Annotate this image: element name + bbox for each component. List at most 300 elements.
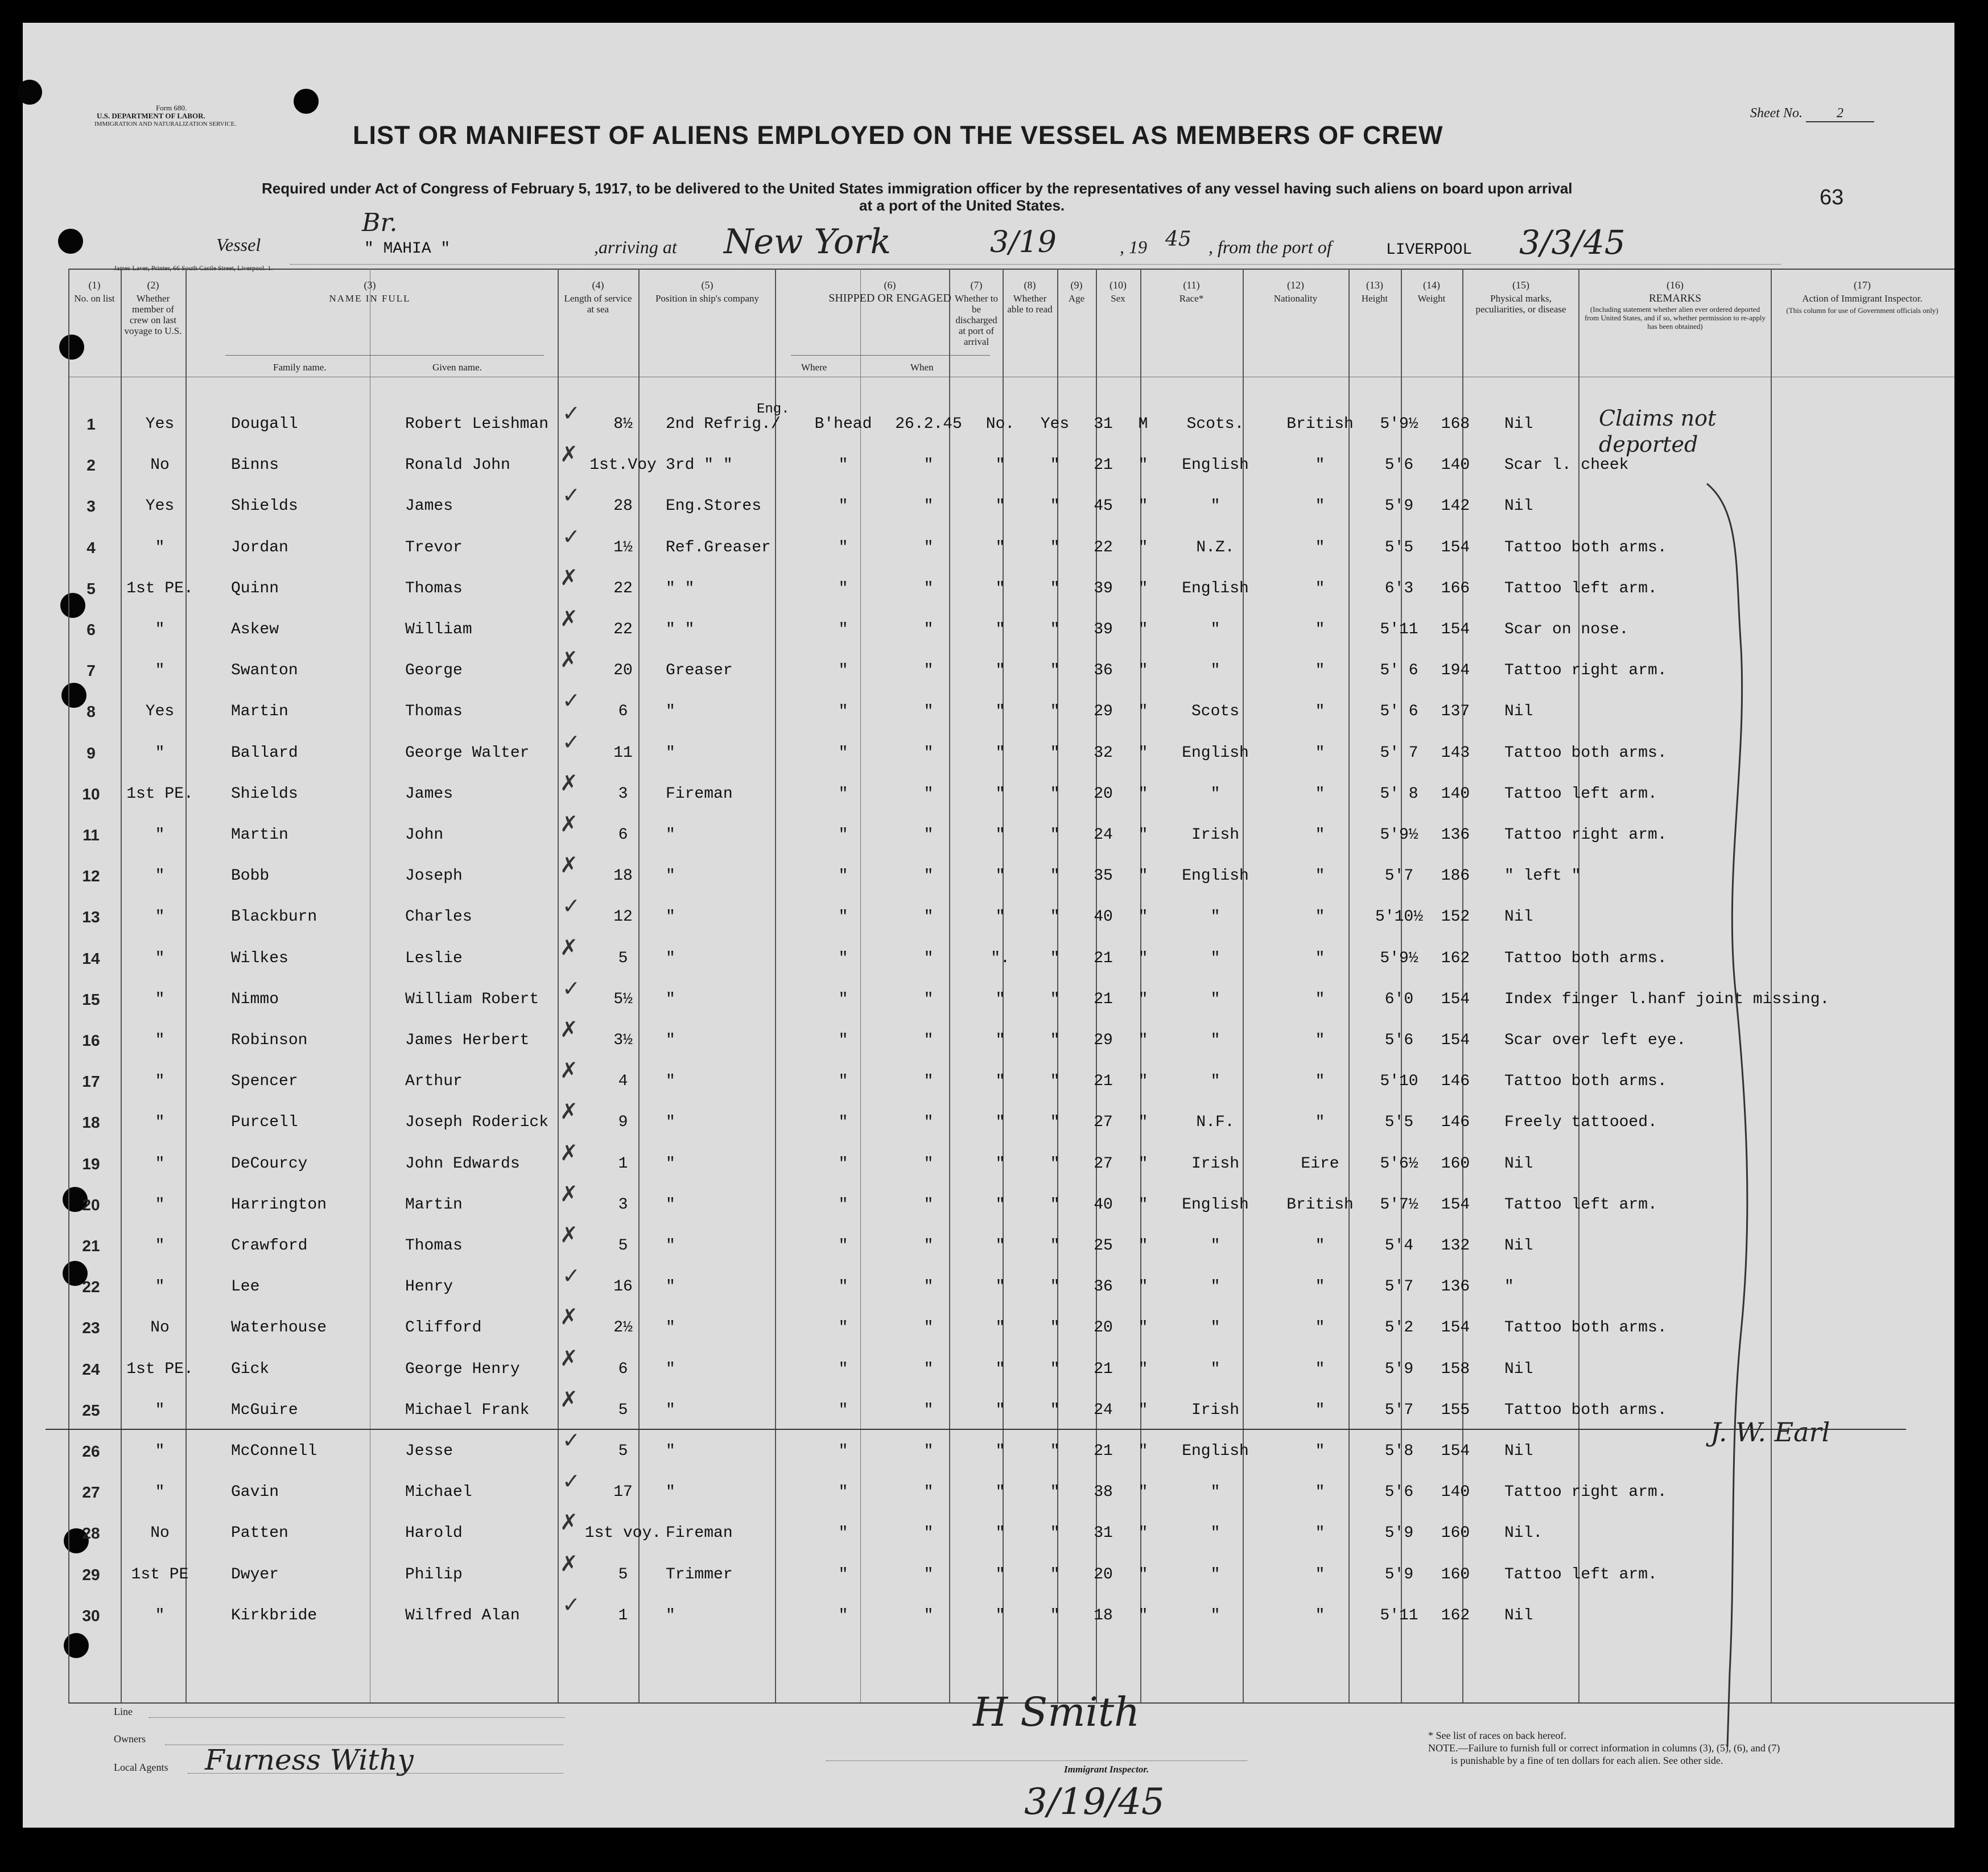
cell-position: "	[666, 867, 675, 885]
cell-discharged: "	[995, 826, 1005, 844]
cell-sex: "	[1138, 662, 1148, 679]
cell-sex: "	[1138, 456, 1148, 474]
col-header-position: (5) Position in ship's company	[655, 279, 760, 304]
cell-height: 5'10	[1380, 1073, 1418, 1090]
cell-position: "	[666, 1607, 675, 1624]
cell-race: Irish	[1191, 826, 1239, 844]
cell-row-number: 17	[82, 1073, 100, 1090]
cell-given-name: Charles	[405, 908, 472, 926]
cell-weight: 194	[1441, 662, 1470, 679]
cell-shipped-where: "	[838, 744, 848, 762]
cell-physical-marks: Tattoo left arm.	[1504, 1566, 1657, 1584]
cell-discharged: "	[995, 1566, 1005, 1584]
cell-shipped-when: "	[923, 1073, 934, 1090]
cell-race: "	[1210, 1524, 1220, 1542]
col-header-no: (1) No. on list	[74, 279, 115, 304]
cell-height: 5'8	[1384, 1442, 1414, 1460]
name-subrule	[225, 355, 544, 356]
cell-last-voyage: 1st PE.	[126, 785, 193, 803]
col-header-age: (9) Age	[1068, 279, 1085, 304]
cell-age: 31	[1094, 415, 1113, 433]
cell-nationality: Eire	[1301, 1155, 1339, 1173]
cell-able-to-read: "	[1050, 539, 1060, 556]
cell-age: 21	[1094, 991, 1113, 1008]
table-row	[23, 1017, 1954, 1061]
cell-race: Irish	[1191, 1401, 1239, 1419]
cell-weight: 143	[1441, 744, 1470, 762]
cell-given-name: Thomas	[405, 1237, 463, 1255]
footer-agents-label: Local Agents	[114, 1762, 168, 1773]
table-row	[23, 647, 1954, 691]
cell-shipped-when: 26.2.45	[895, 415, 962, 433]
cell-race: Irish	[1191, 1155, 1239, 1173]
cell-family-name: Purcell	[231, 1114, 298, 1131]
cell-position: 3rd " "	[666, 456, 733, 474]
cell-given-name: Jesse	[405, 1442, 453, 1460]
arriving-label: ,arriving at	[594, 237, 677, 257]
col-header-remarks: (16) REMARKS (Including statement whether alien ever ordered deported from United States, and if so, whether permission to re-apply has been obtained)	[1584, 279, 1766, 331]
cell-family-name: McGuire	[231, 1401, 298, 1419]
cell-family-name: Shields	[231, 785, 298, 803]
cell-row-number: 8	[86, 703, 96, 720]
cell-race: English	[1182, 456, 1249, 474]
cell-able-to-read: "	[1050, 1360, 1060, 1378]
cell-able-to-read: "	[1050, 1237, 1060, 1255]
cell-service-length: 18	[613, 867, 633, 885]
cell-last-voyage: "	[155, 1401, 165, 1419]
table-row	[23, 1346, 1954, 1390]
cell-race: "	[1210, 991, 1220, 1008]
cell-row-number: 29	[82, 1566, 100, 1584]
cell-age: 35	[1094, 867, 1113, 885]
tally-mark: ✗	[560, 852, 578, 877]
cell-age: 21	[1094, 456, 1113, 474]
cell-height: 5'5	[1384, 1114, 1414, 1131]
cell-shipped-where: "	[838, 1278, 848, 1296]
cell-row-number: 2	[86, 456, 96, 474]
cell-row-number: 28	[82, 1524, 100, 1542]
cell-nationality: "	[1315, 785, 1325, 803]
cell-discharged: "	[995, 1442, 1005, 1460]
cell-able-to-read: "	[1050, 497, 1060, 515]
cell-height: 5'9	[1384, 1566, 1414, 1584]
cell-weight: 136	[1441, 1278, 1470, 1296]
cell-family-name: Harrington	[231, 1196, 327, 1214]
cell-family-name: Dougall	[231, 415, 298, 433]
cell-row-number: 26	[82, 1442, 100, 1460]
cell-shipped-when: "	[923, 1319, 934, 1337]
cell-weight: 154	[1441, 1442, 1470, 1460]
tally-mark: ✓	[562, 729, 580, 754]
cell-discharged: "	[995, 1073, 1005, 1090]
cell-height: 5'6	[1384, 456, 1414, 474]
cell-family-name: Robinson	[231, 1032, 308, 1049]
cell-height: 5'6	[1384, 1032, 1414, 1049]
cell-height: 5'5	[1384, 539, 1414, 556]
col-header-read: (8) Whether able to read	[1007, 279, 1053, 315]
cell-age: 32	[1094, 744, 1113, 762]
cell-able-to-read: "	[1050, 1319, 1060, 1337]
cell-weight: 186	[1441, 867, 1470, 885]
cell-physical-marks: Tattoo right arm.	[1504, 662, 1667, 679]
footer-owners-label: Owners	[114, 1733, 146, 1745]
cell-shipped-where: "	[838, 621, 848, 638]
tally-mark: ✓	[562, 483, 580, 508]
cell-discharged: "	[995, 1607, 1005, 1624]
cell-last-voyage: "	[155, 1607, 165, 1624]
cell-able-to-read: "	[1050, 991, 1060, 1008]
punch-hole	[17, 80, 42, 105]
cell-discharged: "	[995, 867, 1005, 885]
cell-row-number: 4	[86, 539, 96, 556]
cell-race: "	[1210, 1483, 1220, 1501]
cell-last-voyage: No	[150, 1319, 170, 1337]
cell-height: 5'10½	[1375, 908, 1423, 926]
cell-physical-marks: Freely tattooed.	[1504, 1114, 1657, 1131]
cell-weight: 160	[1441, 1524, 1470, 1542]
table-row	[23, 1099, 1954, 1143]
cell-physical-marks: " left "	[1504, 867, 1581, 885]
cell-able-to-read: "	[1050, 1401, 1060, 1419]
cell-weight: 137	[1441, 703, 1470, 720]
table-row	[23, 1387, 1954, 1431]
cell-last-voyage: "	[155, 1073, 165, 1090]
cell-given-name: Clifford	[405, 1319, 482, 1337]
tally-mark: ✓	[562, 1592, 580, 1617]
cell-able-to-read: "	[1050, 744, 1060, 762]
cell-physical-marks: Tattoo right arm.	[1504, 1483, 1667, 1501]
cell-last-voyage: "	[155, 744, 165, 762]
cell-discharged: ".	[991, 950, 1010, 967]
cell-given-name: Wilfred Alan	[405, 1607, 520, 1624]
cell-sex: "	[1138, 497, 1148, 515]
cell-weight: 160	[1441, 1155, 1470, 1173]
col-header-discharged: (7) Whether to be discharged at port of arrival	[955, 279, 998, 347]
cell-sex: "	[1138, 1360, 1148, 1378]
table-row	[23, 893, 1954, 938]
cell-position: Fireman	[666, 785, 733, 803]
cell-able-to-read: "	[1050, 703, 1060, 720]
cell-age: 27	[1094, 1114, 1113, 1131]
cell-discharged: "	[995, 621, 1005, 638]
cell-able-to-read: "	[1050, 1442, 1060, 1460]
cell-discharged: "	[995, 1360, 1005, 1378]
cell-given-name: Robert Leishman	[405, 415, 549, 433]
vessel-prefix: Br.	[362, 208, 398, 237]
cell-position: Ref.Greaser	[666, 539, 771, 556]
cell-family-name: Ballard	[231, 744, 298, 762]
cell-sex: M	[1138, 415, 1148, 433]
cell-race: "	[1210, 1566, 1220, 1584]
cell-service-length: 3½	[613, 1032, 633, 1049]
cell-discharged: "	[995, 744, 1005, 762]
remarks-bracket	[1701, 478, 1781, 1753]
table-row	[23, 1263, 1954, 1308]
cell-position: "	[666, 703, 675, 720]
cell-weight: 132	[1441, 1237, 1470, 1255]
cell-last-voyage: "	[155, 1278, 165, 1296]
inspector-initials: J. W. Earl	[1710, 1417, 1830, 1448]
cell-age: 36	[1094, 1278, 1113, 1296]
cell-race: Scots.	[1186, 415, 1244, 433]
cell-row-number: 11	[83, 826, 100, 844]
cell-sex: "	[1138, 703, 1148, 720]
cell-nationality: "	[1315, 539, 1325, 556]
cell-race: English	[1182, 1196, 1249, 1214]
cell-service-length: 16	[613, 1278, 633, 1296]
cell-race: N.F.	[1196, 1114, 1235, 1131]
cell-physical-marks: Tattoo right arm.	[1504, 826, 1667, 844]
cell-given-name: George Henry	[405, 1360, 520, 1378]
cell-family-name: Spencer	[231, 1073, 298, 1090]
cell-given-name: Trevor	[405, 539, 463, 556]
cell-weight: 154	[1441, 539, 1470, 556]
cell-race: "	[1210, 497, 1220, 515]
cell-height: 6'0	[1384, 991, 1414, 1008]
col-subheader-family: Family name.	[273, 362, 327, 373]
cell-discharged: "	[995, 456, 1005, 474]
cell-discharged: No.	[985, 415, 1015, 433]
cell-row-number: 19	[82, 1155, 100, 1173]
cell-age: 24	[1094, 826, 1113, 844]
cell-weight: 142	[1441, 497, 1470, 515]
cell-shipped-where: "	[838, 1073, 848, 1090]
cell-position: " "	[666, 621, 695, 638]
subtitle-line-1: Required under Act of Congress of February 5, 1917, to be delivered to the United States immigration officer by the representatives of any vessel having such aliens on board upon arrival	[262, 180, 1573, 197]
cell-service-length: 9	[618, 1114, 628, 1131]
cell-nationality: "	[1315, 1524, 1325, 1542]
cell-family-name: Shields	[231, 497, 298, 515]
cell-age: 27	[1094, 1155, 1113, 1173]
cell-sex: "	[1138, 1442, 1148, 1460]
cell-able-to-read: "	[1050, 1114, 1060, 1131]
cell-position: Fireman	[666, 1524, 733, 1542]
cell-service-length: 6	[618, 703, 628, 720]
cell-weight: 166	[1441, 580, 1470, 597]
cell-shipped-when: "	[923, 744, 934, 762]
cell-age: 21	[1094, 950, 1113, 967]
cell-race: "	[1210, 1032, 1220, 1049]
cell-physical-marks: Tattoo left arm.	[1504, 1196, 1657, 1214]
cell-physical-marks: Scar on nose.	[1504, 621, 1629, 638]
cell-service-length: 8½	[613, 415, 633, 433]
cell-last-voyage: No	[150, 1524, 170, 1542]
cell-physical-marks: Nil	[1504, 703, 1533, 720]
cell-age: 21	[1094, 1360, 1113, 1378]
cell-age: 20	[1094, 1319, 1113, 1337]
cell-height: 6'3	[1384, 580, 1414, 597]
arrival-date: 3/19	[990, 225, 1057, 259]
cell-position: "	[666, 1319, 675, 1337]
cell-row-number: 5	[86, 580, 96, 597]
vessel-label: Vessel	[216, 234, 261, 255]
cell-last-voyage: "	[155, 908, 165, 926]
col-header-length: (4) Length of service at sea	[564, 279, 632, 315]
cell-discharged: "	[995, 1483, 1005, 1501]
cell-physical-marks: Tattoo both arms.	[1504, 744, 1667, 762]
cell-race: English	[1182, 580, 1249, 597]
vessel-underline	[290, 264, 1781, 265]
tally-mark: ✓	[562, 1428, 580, 1453]
cell-able-to-read: "	[1050, 1278, 1060, 1296]
table-row	[23, 606, 1954, 650]
cell-last-voyage: "	[155, 991, 165, 1008]
tally-mark: ✗	[560, 811, 578, 836]
cell-nationality: "	[1315, 1607, 1325, 1624]
cell-last-voyage: "	[155, 1442, 165, 1460]
cell-age: 20	[1094, 785, 1113, 803]
cell-service-length: 6	[618, 1360, 628, 1378]
cell-family-name: Jordan	[231, 539, 288, 556]
col-header-shipped: (6) SHIPPED OR ENGAGED	[828, 279, 951, 304]
cell-shipped-when: "	[923, 908, 934, 926]
cell-race: "	[1210, 908, 1220, 926]
cell-family-name: Bobb	[231, 867, 270, 885]
cell-service-length: 20	[613, 662, 633, 679]
page-number: 63	[1820, 185, 1844, 209]
cell-height: 5'9½	[1380, 950, 1418, 967]
cell-able-to-read: "	[1050, 908, 1060, 926]
cell-sex: "	[1138, 785, 1148, 803]
cell-physical-marks: Tattoo left arm.	[1504, 785, 1657, 803]
cell-nationality: British	[1286, 1196, 1354, 1214]
tally-mark: ✓	[562, 401, 580, 426]
cell-sex: "	[1138, 1237, 1148, 1255]
tally-mark: ✗	[560, 1181, 578, 1206]
col-header-action: (17) Action of Immigrant Inspector. (This column for use of Government officials only)	[1786, 279, 1938, 315]
table-row	[23, 524, 1954, 568]
cell-shipped-where: "	[838, 908, 848, 926]
cell-height: 5'9½	[1380, 826, 1418, 844]
cell-race: "	[1210, 621, 1220, 638]
tally-mark: ✗	[560, 647, 578, 672]
cell-service-length: 2½	[613, 1319, 633, 1337]
cell-last-voyage: "	[155, 1237, 165, 1255]
cell-row-number: 1	[86, 415, 96, 433]
cell-sex: "	[1138, 580, 1148, 597]
cell-last-voyage: "	[155, 662, 165, 679]
cell-service-length: 3	[618, 1196, 628, 1214]
cell-shipped-where: "	[838, 1401, 848, 1419]
cell-nationality: "	[1315, 1442, 1325, 1460]
cell-service-length: 5	[618, 1566, 628, 1584]
cell-able-to-read: "	[1050, 580, 1060, 597]
footer-line-label: Line	[114, 1706, 133, 1717]
cell-shipped-when: "	[923, 1360, 934, 1378]
cell-given-name: Leslie	[405, 950, 463, 967]
cell-age: 40	[1094, 908, 1113, 926]
service: IMMIGRATION AND NATURALIZATION SERVICE.	[94, 121, 237, 127]
cell-sex: "	[1138, 826, 1148, 844]
cell-family-name: Swanton	[231, 662, 298, 679]
cell-given-name: Thomas	[405, 703, 463, 720]
cell-weight: 154	[1441, 1196, 1470, 1214]
cell-last-voyage: "	[155, 1196, 165, 1214]
tally-mark: ✗	[560, 442, 578, 467]
cell-nationality: "	[1315, 1114, 1325, 1131]
cell-shipped-where: "	[838, 1319, 848, 1337]
cell-physical-marks: Scar l. cheek	[1504, 456, 1629, 474]
table-top-rule	[68, 269, 1954, 270]
cell-given-name: John	[405, 826, 444, 844]
cell-shipped-when: "	[923, 826, 934, 844]
tally-mark: ✗	[560, 1551, 578, 1576]
cell-row-number: 18	[82, 1114, 100, 1131]
cell-given-name: John Edwards	[405, 1155, 520, 1173]
cell-sex: "	[1138, 950, 1148, 967]
cell-race: "	[1210, 1073, 1220, 1090]
col-header-last-voyage: (2) Whether member of crew on last voyage to U.S.	[124, 279, 182, 336]
cell-sex: "	[1138, 908, 1148, 926]
cell-physical-marks: Nil	[1504, 908, 1533, 926]
cell-shipped-when: "	[923, 1237, 934, 1255]
cell-position: 2nd Refrig./	[666, 415, 781, 433]
cell-family-name: Wilkes	[231, 950, 288, 967]
cell-shipped-when: "	[923, 785, 934, 803]
cell-weight: 154	[1441, 1032, 1470, 1049]
cell-shipped-when: "	[923, 539, 934, 556]
cell-shipped-when: "	[923, 1524, 934, 1542]
vessel-name: " MAHIA "	[364, 240, 451, 258]
cell-shipped-when: "	[923, 497, 934, 515]
cell-discharged: "	[995, 539, 1005, 556]
tally-mark: ✗	[560, 1058, 578, 1083]
cell-row-number: 25	[82, 1401, 100, 1419]
cell-shipped-when: "	[923, 867, 934, 885]
cell-shipped-where: "	[838, 580, 848, 597]
table-row	[23, 688, 1954, 732]
cell-able-to-read: "	[1050, 1524, 1060, 1542]
cell-sex: "	[1138, 1401, 1148, 1419]
cell-race: Scots	[1191, 703, 1239, 720]
cell-service-length: 22	[613, 621, 633, 638]
cell-position: "	[666, 1237, 675, 1255]
cell-given-name: Arthur	[405, 1073, 463, 1090]
cell-height: 5'11	[1380, 1607, 1418, 1624]
cell-row-number: 15	[82, 991, 100, 1008]
tally-mark: ✗	[560, 1510, 578, 1535]
cell-weight: 140	[1441, 456, 1470, 474]
cell-nationality: "	[1315, 621, 1325, 638]
cell-position: "	[666, 1278, 675, 1296]
table-row	[23, 1551, 1954, 1595]
tally-mark: ✓	[562, 976, 580, 1001]
sheet-label-text: Sheet No.	[1750, 106, 1803, 121]
cell-family-name: Martin	[231, 703, 288, 720]
year: 45	[1165, 228, 1191, 251]
cell-nationality: "	[1315, 1401, 1325, 1419]
cell-last-voyage: No	[150, 456, 170, 474]
cell-given-name: William Robert	[405, 991, 539, 1008]
cell-given-name: William	[405, 621, 472, 638]
cell-position: Eng.Stores	[666, 497, 762, 515]
cell-nationality: "	[1315, 1566, 1325, 1584]
cell-physical-marks: "	[1504, 1278, 1514, 1296]
cell-nationality: "	[1315, 1278, 1325, 1296]
cell-shipped-where: "	[838, 1237, 848, 1255]
cell-nationality: "	[1315, 1483, 1325, 1501]
cell-height: 5'7	[1384, 1401, 1414, 1419]
cell-row-number: 3	[86, 497, 96, 515]
cell-last-voyage: "	[155, 1032, 165, 1049]
cell-nationality: "	[1315, 867, 1325, 885]
cell-given-name: Henry	[405, 1278, 453, 1296]
cell-race: "	[1210, 1319, 1220, 1337]
cell-nationality: "	[1315, 744, 1325, 762]
cell-shipped-where: "	[838, 703, 848, 720]
cell-shipped-where: "	[838, 1032, 848, 1049]
cell-physical-marks: Nil	[1504, 415, 1533, 433]
